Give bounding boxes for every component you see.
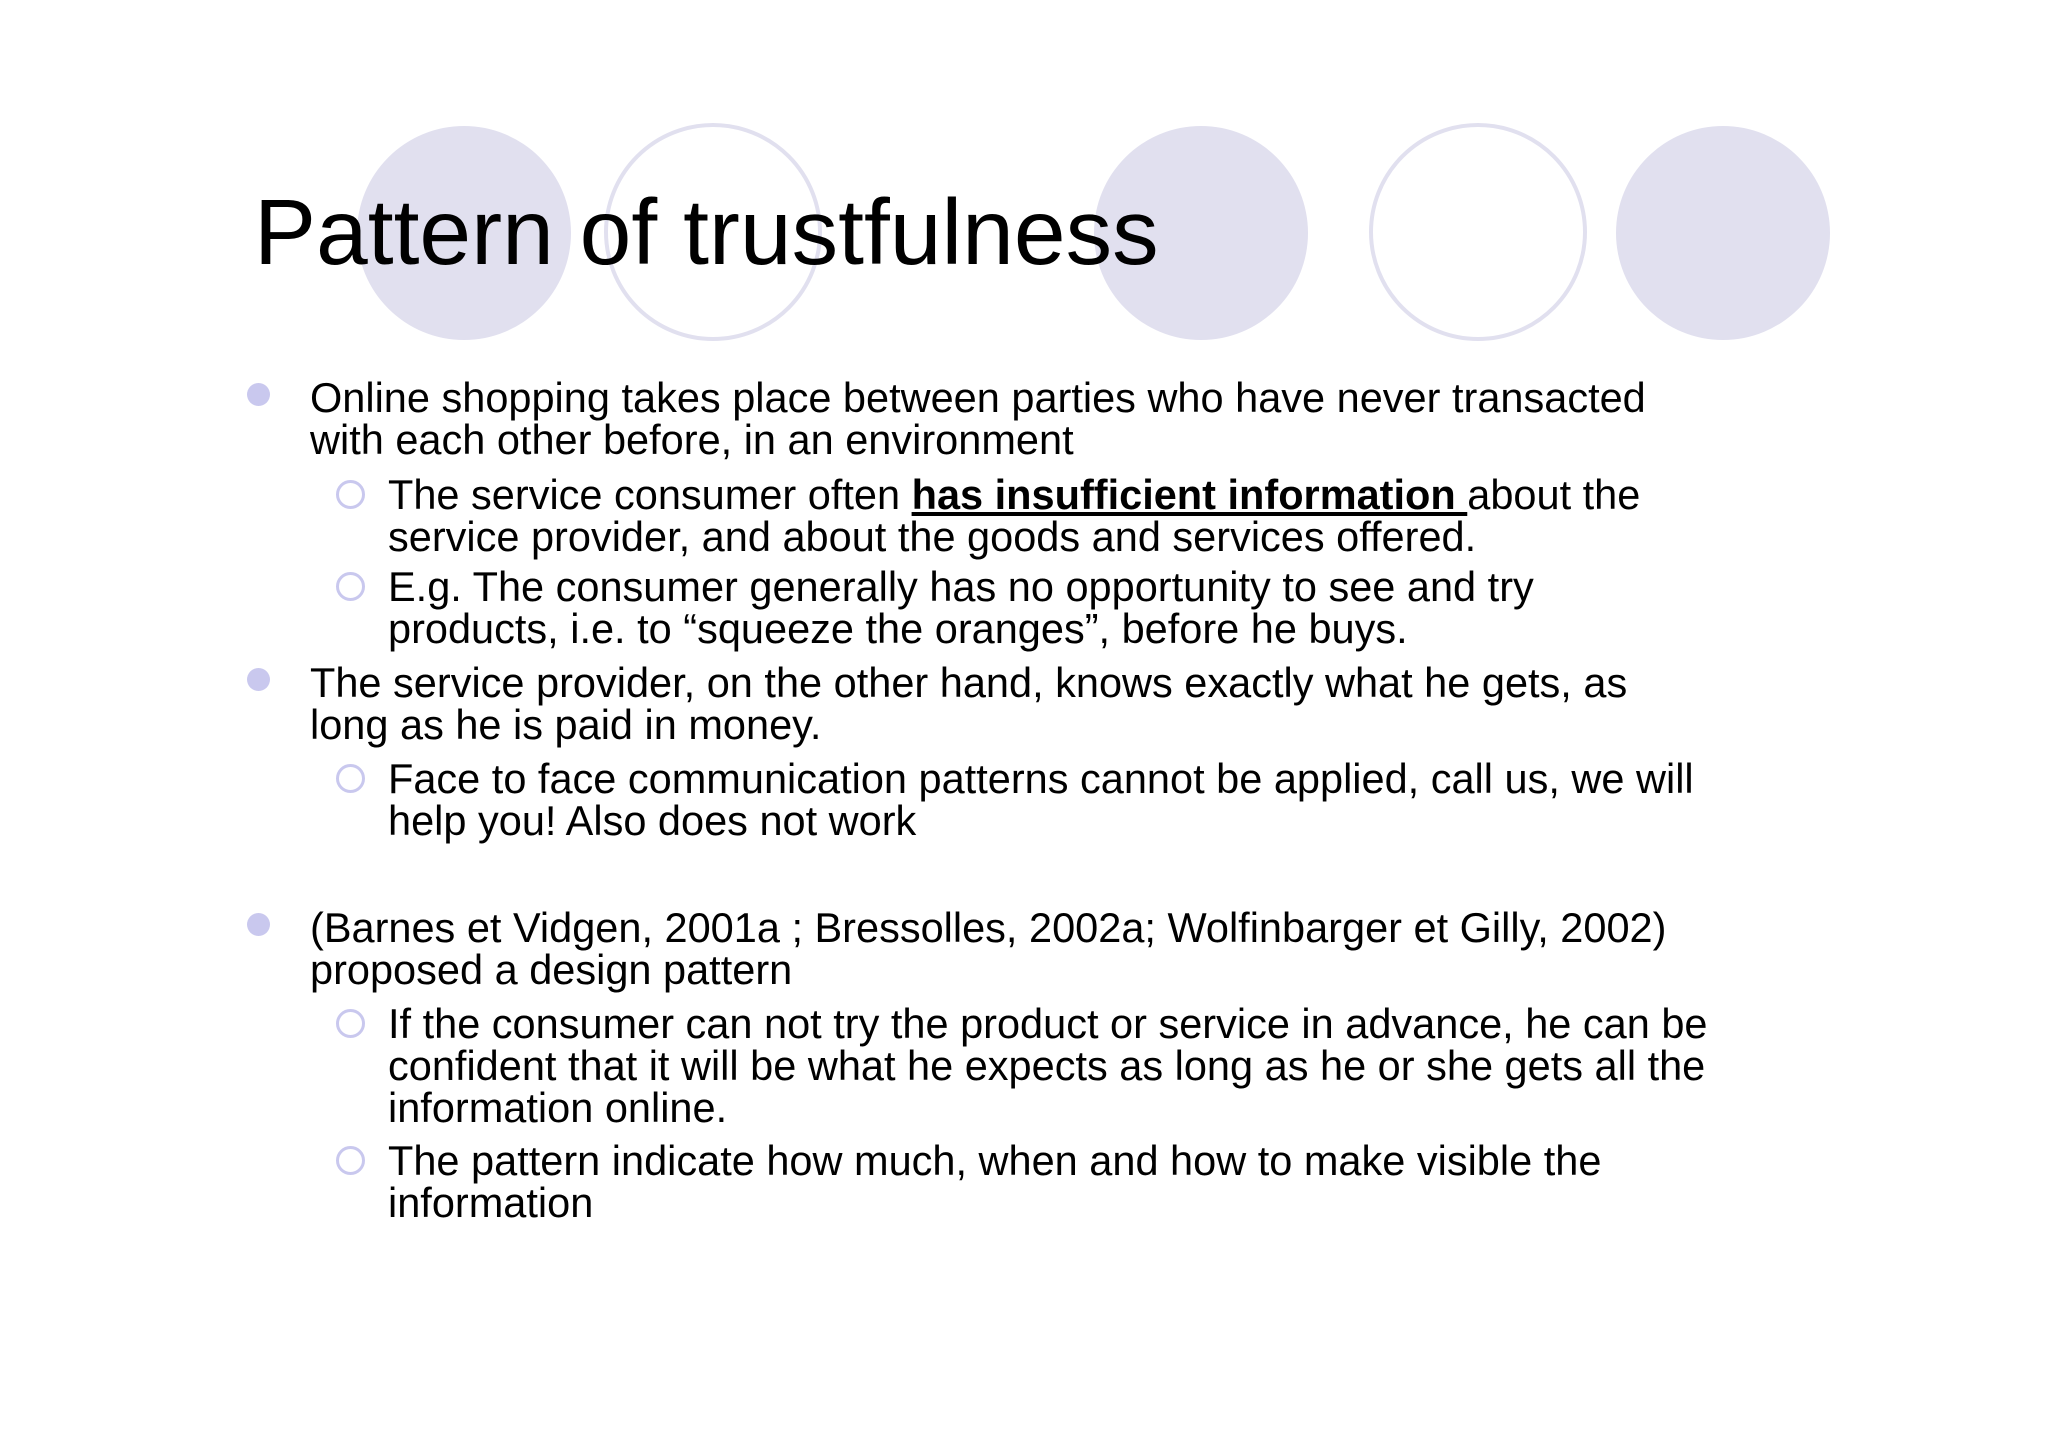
list-item-line: Face to face communication patterns cannot be applied, call us, we will	[388, 755, 1694, 802]
list-item	[310, 374, 1646, 463]
list-item-line: long as he is paid in money.	[310, 701, 822, 748]
bullet-point-icon	[247, 913, 270, 936]
list-item-line: (Barnes et Vidgen, 2001a ; Bressolles, 2002a; Wolfinbarger et Gilly, 2002)	[310, 904, 1667, 951]
decorative-circle-outline	[1369, 123, 1587, 341]
list-item	[310, 659, 1628, 748]
sub-list-item	[388, 563, 1534, 652]
sub-bullet-icon	[336, 572, 365, 601]
bullet-point-icon	[247, 668, 270, 691]
list-item-line: If the consumer can not try the product or service in advance, he can be	[388, 1000, 1708, 1047]
sub-bullet-icon	[336, 764, 365, 793]
sub-list-item	[388, 471, 1641, 560]
slide-title: Pattern of trustfulness	[254, 180, 1159, 284]
sub-bullet-icon	[336, 1009, 365, 1038]
sub-list-item	[388, 1000, 1708, 1131]
list-item-line: confident that it will be what he expects as long as he or she gets all the	[388, 1042, 1706, 1089]
sub-bullet-icon	[336, 480, 365, 509]
text-run: The service consumer often	[388, 471, 912, 518]
list-item-line	[388, 471, 1641, 518]
list-item-line: E.g. The consumer generally has no opportunity to see and try	[388, 563, 1534, 610]
emphasized-text: has insufficient information	[911, 471, 1468, 518]
list-item-line: information	[388, 1179, 594, 1226]
list-item-line: service provider, and about the goods and services offered.	[388, 513, 1477, 560]
list-item-line: information online.	[388, 1084, 728, 1131]
list-item-line: help you! Also does not work	[388, 797, 917, 844]
sub-list-item	[388, 755, 1694, 844]
list-item-line: with each other before, in an environment	[310, 416, 1074, 463]
list-item-line: The pattern indicate how much, when and how to make visible the	[388, 1137, 1602, 1184]
sub-list-item	[388, 1137, 1602, 1226]
text-run: about the	[1467, 471, 1641, 518]
list-item-line: Online shopping takes place between parties who have never transacted	[310, 374, 1646, 421]
list-item	[310, 904, 1667, 993]
bullet-point-icon	[247, 383, 270, 406]
list-item-line: The service provider, on the other hand, knows exactly what he gets, as	[310, 659, 1628, 706]
decorative-circle-filled	[1616, 126, 1830, 340]
sub-bullet-icon	[336, 1146, 365, 1175]
list-item-line: products, i.e. to “squeeze the oranges”, before he buys.	[388, 605, 1408, 652]
list-item-line: proposed a design pattern	[310, 946, 793, 993]
